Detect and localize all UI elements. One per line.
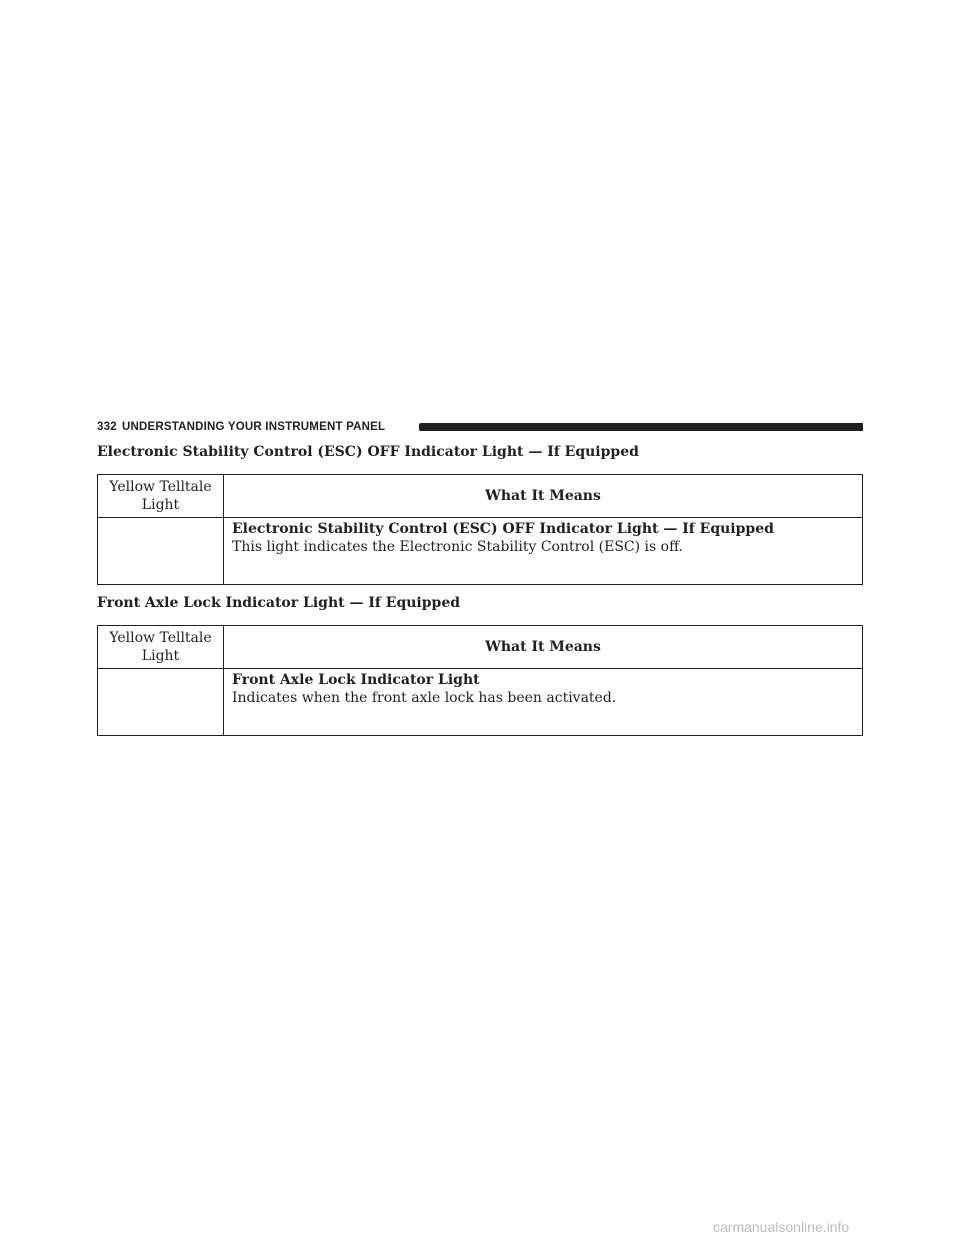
indicator-description: Indicates when the front axle lock has been activated.	[232, 690, 617, 706]
telltale-icon-cell	[98, 518, 224, 585]
meaning-column-header: What It Means	[224, 475, 863, 518]
telltale-icon-cell	[98, 669, 224, 736]
meaning-cell	[224, 669, 863, 736]
front-axle-section-title: Front Axle Lock Indicator Light — If Equipped	[97, 595, 461, 611]
indicator-description: This light indicates the Electronic Stability Control (ESC) is off.	[232, 539, 683, 555]
table-header-row	[98, 626, 863, 669]
front-axle-telltale-table	[97, 625, 863, 736]
indicator-title: Electronic Stability Control (ESC) OFF Indicator Light — If Equipped	[232, 521, 774, 537]
esc-section-title: Electronic Stability Control (ESC) OFF Indicator Light — If Equipped	[97, 444, 639, 460]
page-header	[97, 419, 863, 435]
table-row	[98, 669, 863, 736]
meaning-cell	[224, 518, 863, 585]
telltale-column-header: Yellow Telltale Light	[98, 475, 224, 518]
page-number: 332	[97, 421, 117, 433]
telltale-column-header: Yellow Telltale Light	[98, 626, 224, 669]
indicator-title: Front Axle Lock Indicator Light	[232, 672, 480, 688]
esc-telltale-table	[97, 474, 863, 585]
table-header-row	[98, 475, 863, 518]
table-row	[98, 518, 863, 585]
meaning-column-header: What It Means	[224, 626, 863, 669]
watermark: carmanualsonline.info	[713, 1219, 850, 1235]
section-heading: UNDERSTANDING YOUR INSTRUMENT PANEL	[122, 421, 386, 433]
header-rule	[419, 423, 863, 431]
